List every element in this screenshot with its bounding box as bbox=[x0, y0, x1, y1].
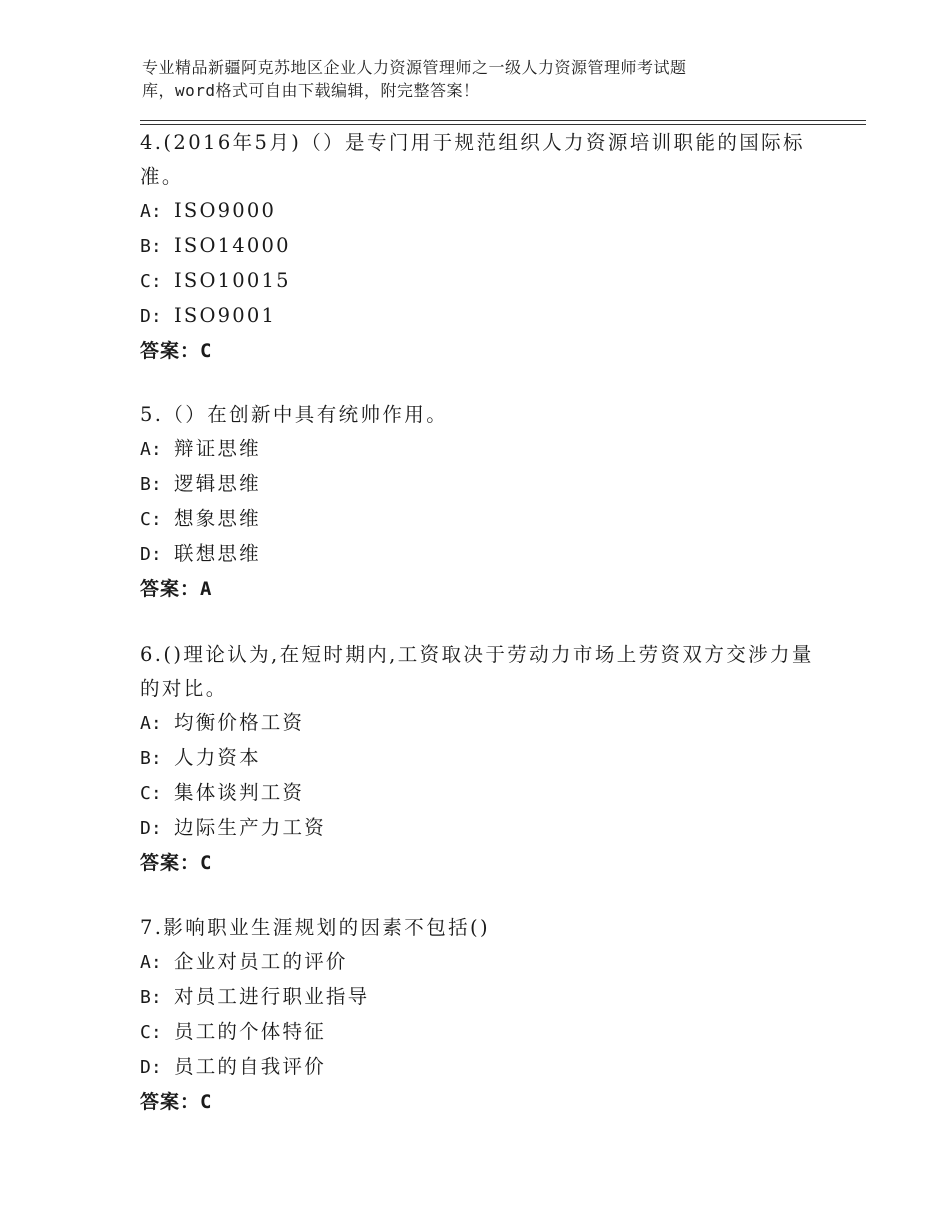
option-text: 均衡价格工资 bbox=[174, 711, 305, 734]
option-text: 联想思维 bbox=[174, 542, 261, 565]
option-letter: A: bbox=[140, 201, 162, 222]
answer-value: A bbox=[200, 578, 213, 600]
option-letter: D: bbox=[140, 1057, 162, 1078]
option-d bbox=[140, 299, 820, 334]
question-6 bbox=[140, 638, 820, 880]
option-text: 员工的自我评价 bbox=[174, 1055, 326, 1078]
option-letter: C: bbox=[140, 1022, 162, 1043]
answer-label: 答案： bbox=[140, 340, 201, 362]
option-a bbox=[140, 706, 820, 741]
option-b bbox=[140, 467, 820, 502]
option-letter: C: bbox=[140, 271, 162, 292]
answer-value: C bbox=[200, 340, 213, 362]
option-text: 对员工进行职业指导 bbox=[174, 985, 370, 1008]
option-b bbox=[140, 741, 820, 776]
option-text: ISO9001 bbox=[174, 304, 277, 327]
option-c bbox=[140, 1015, 820, 1050]
option-d bbox=[140, 1050, 820, 1085]
option-letter: B: bbox=[140, 748, 162, 769]
question-4 bbox=[140, 126, 820, 368]
option-text: 员工的个体特征 bbox=[174, 1020, 326, 1043]
question-7 bbox=[140, 911, 820, 1119]
option-d bbox=[140, 537, 820, 572]
option-c bbox=[140, 264, 820, 299]
option-text: 想象思维 bbox=[174, 507, 261, 530]
question-stem: 4.(2016年5月)（）是专门用于规范组织人力资源培训职能的国际标准。 bbox=[140, 131, 805, 188]
option-letter: B: bbox=[140, 236, 162, 257]
option-text: 集体谈判工资 bbox=[174, 781, 305, 804]
option-text: 逻辑思维 bbox=[174, 472, 261, 495]
document-header bbox=[142, 56, 782, 102]
option-text: 企业对员工的评价 bbox=[174, 950, 348, 973]
option-d bbox=[140, 811, 820, 846]
question-stem: 6.()理论认为,在短时期内,工资取决于劳动力市场上劳资双方交涉力量的对比。 bbox=[140, 643, 814, 700]
header-divider-bottom bbox=[140, 124, 866, 125]
header-divider-top bbox=[140, 120, 866, 121]
answer-line bbox=[140, 572, 820, 606]
option-letter: D: bbox=[140, 306, 162, 327]
answer-label: 答案： bbox=[140, 852, 201, 874]
option-letter: A: bbox=[140, 439, 162, 460]
answer-line bbox=[140, 846, 820, 880]
answer-label: 答案： bbox=[140, 578, 201, 600]
option-letter: A: bbox=[140, 713, 162, 734]
option-letter: D: bbox=[140, 818, 162, 839]
option-text: 人力资本 bbox=[174, 746, 261, 769]
option-text: ISO10015 bbox=[174, 269, 291, 292]
option-c bbox=[140, 502, 820, 537]
answer-value: C bbox=[200, 852, 213, 874]
option-b bbox=[140, 980, 820, 1015]
option-letter: C: bbox=[140, 783, 162, 804]
option-letter: A: bbox=[140, 952, 162, 973]
option-letter: B: bbox=[140, 474, 162, 495]
option-b bbox=[140, 229, 820, 264]
option-text: ISO9000 bbox=[174, 199, 277, 222]
header-line-1: 专业精品新疆阿克苏地区企业人力资源管理师之一级人力资源管理师考试题 bbox=[142, 58, 687, 77]
answer-line bbox=[140, 334, 820, 368]
answer-line bbox=[140, 1085, 820, 1119]
question-stem: 7.影响职业生涯规划的因素不包括() bbox=[140, 916, 491, 939]
option-a bbox=[140, 432, 820, 467]
question-5 bbox=[140, 398, 820, 606]
answer-value: C bbox=[200, 1091, 213, 1113]
option-text: 辩证思维 bbox=[174, 437, 261, 460]
option-letter: D: bbox=[140, 544, 162, 565]
option-letter: C: bbox=[140, 509, 162, 530]
answer-label: 答案： bbox=[140, 1091, 201, 1113]
option-text: 边际生产力工资 bbox=[174, 816, 326, 839]
header-line-2: 库，word格式可自由下载编辑，附完整答案！ bbox=[142, 81, 480, 100]
option-c bbox=[140, 776, 820, 811]
option-a bbox=[140, 945, 820, 980]
option-letter: B: bbox=[140, 987, 162, 1008]
question-stem: 5.（）在创新中具有统帅作用。 bbox=[140, 403, 449, 426]
option-a bbox=[140, 194, 820, 229]
option-text: ISO14000 bbox=[174, 234, 291, 257]
